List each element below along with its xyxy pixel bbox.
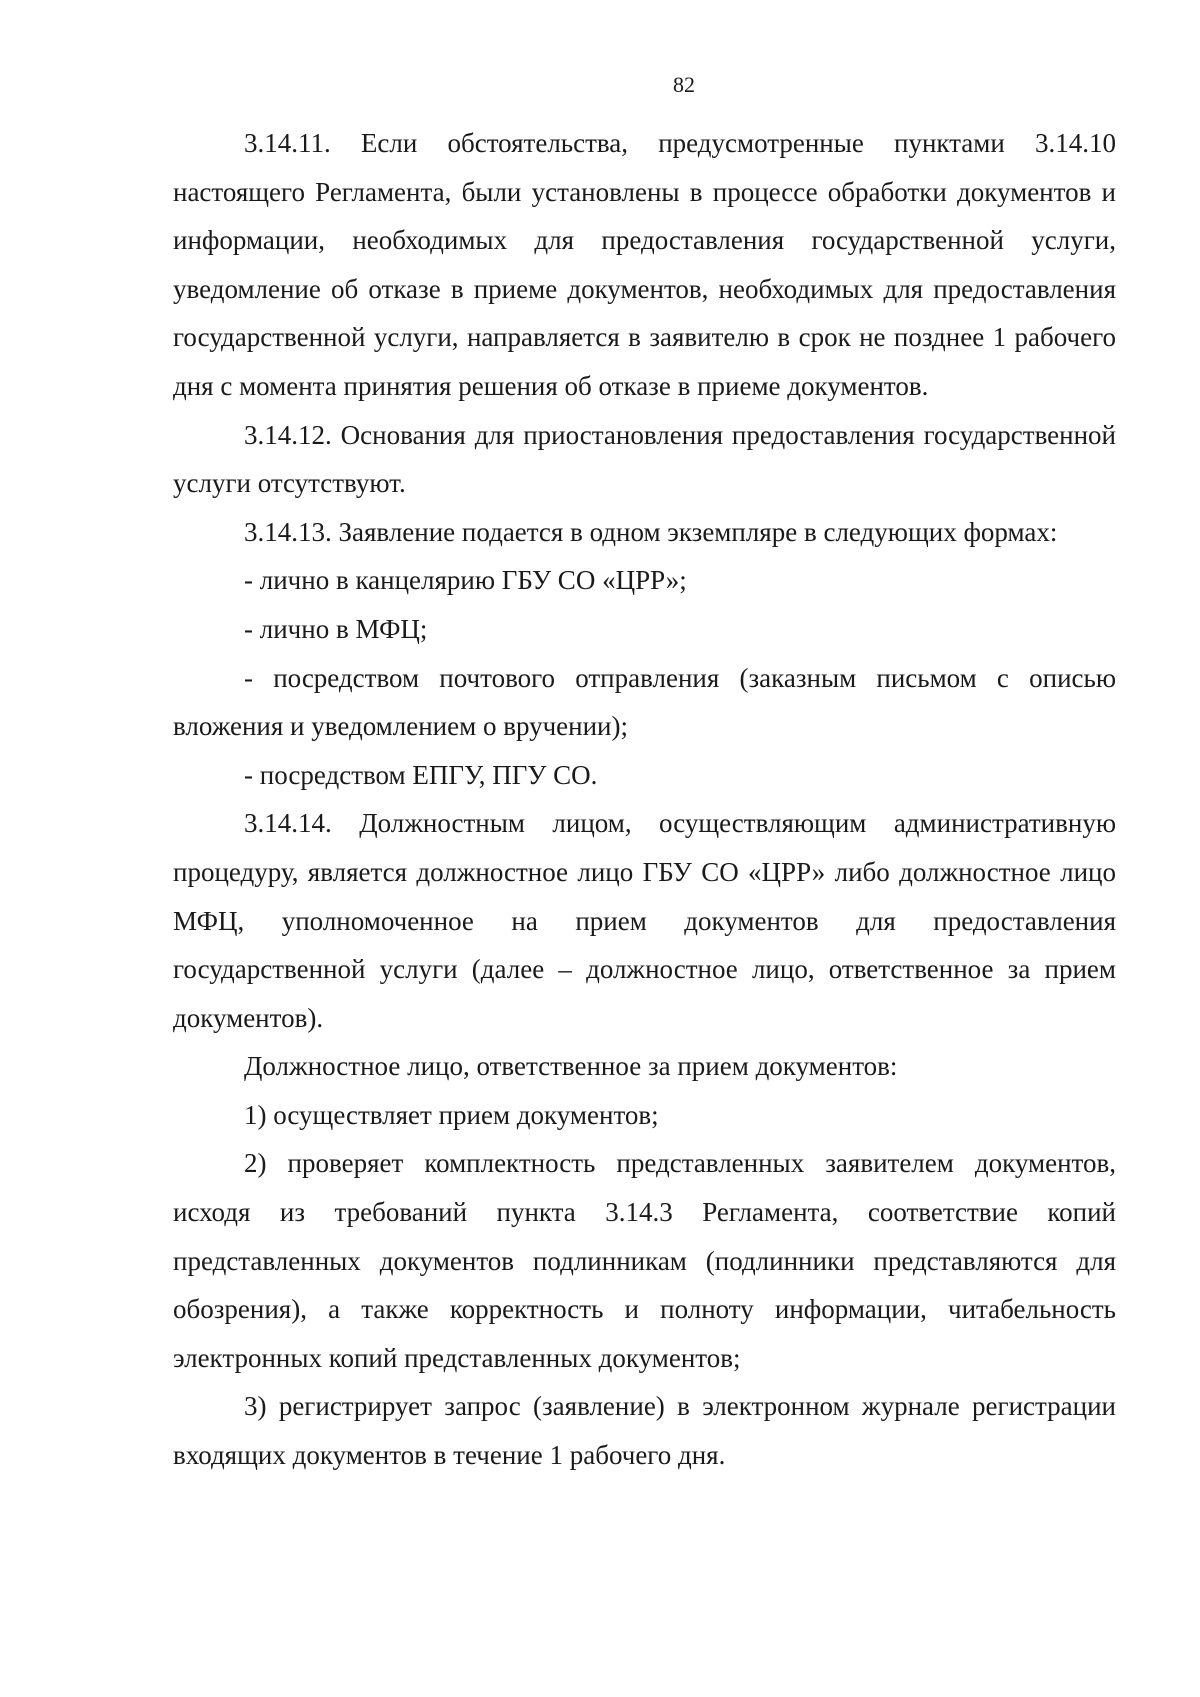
document-body bbox=[173, 119, 1116, 1480]
paragraph-3-14-13: 3.14.13. Заявление подается в одном экземпляре в следующих формах: bbox=[244, 516, 1058, 547]
list-item-post: - посредством почтового отправления (заказным письмом с описью вложения и уведомлением о вручении); bbox=[173, 662, 1116, 742]
list-item-mfc: - лично в МФЦ; bbox=[244, 613, 428, 644]
page-number: 82 bbox=[673, 72, 695, 97]
list-item-office: - лично в канцелярию ГБУ СО «ЦРР»; bbox=[244, 565, 687, 596]
duty-item-2: 2) проверяет комплектность представленных заявителем документов, исходя из требований пункта 3.14.3 Регламента, соответствие копий представленных документов подлинникам (подлинники представляются для обозрения), а также корректность и полноту информации, читабельность электронных копий представленных документов; bbox=[173, 1148, 1116, 1373]
paragraph-3-14-12: 3.14.12. Основания для приостановления предоставления государственной услуги отсутствуют. bbox=[173, 419, 1116, 499]
paragraph-3-14-11: 3.14.11. Если обстоятельства, предусмотренные пунктами 3.14.10 настоящего Регламента, были установлены в процессе обработки документов и информации, необходимых для предоставления государственной услуги, уведомление об отказе в приеме документов, необходимых для предоставления государственной услуги, направляется в заявителю в срок не позднее 1 рабочего дня с момента принятия решения об отказе в приеме документов. bbox=[173, 128, 1116, 401]
list-item-epgu: - посредством ЕПГУ, ПГУ СО. bbox=[244, 759, 598, 790]
duty-item-3: 3) регистрирует запрос (заявление) в электронном журнале регистрации входящих документов в течение 1 рабочего дня. bbox=[173, 1391, 1116, 1471]
paragraph-3-14-14: 3.14.14. Должностным лицом, осуществляющим административную процедуру, является должностное лицо ГБУ СО «ЦРР» либо должностное лицо МФЦ, уполномоченное на прием документов для предоставления государственной услуги (далее – должностное лицо, ответственное за прием документов). bbox=[173, 808, 1116, 1033]
duty-item-1: 1) осуществляет прием документов; bbox=[244, 1099, 659, 1130]
paragraph-official-duties: Должностное лицо, ответственное за прием документов: bbox=[244, 1051, 898, 1082]
